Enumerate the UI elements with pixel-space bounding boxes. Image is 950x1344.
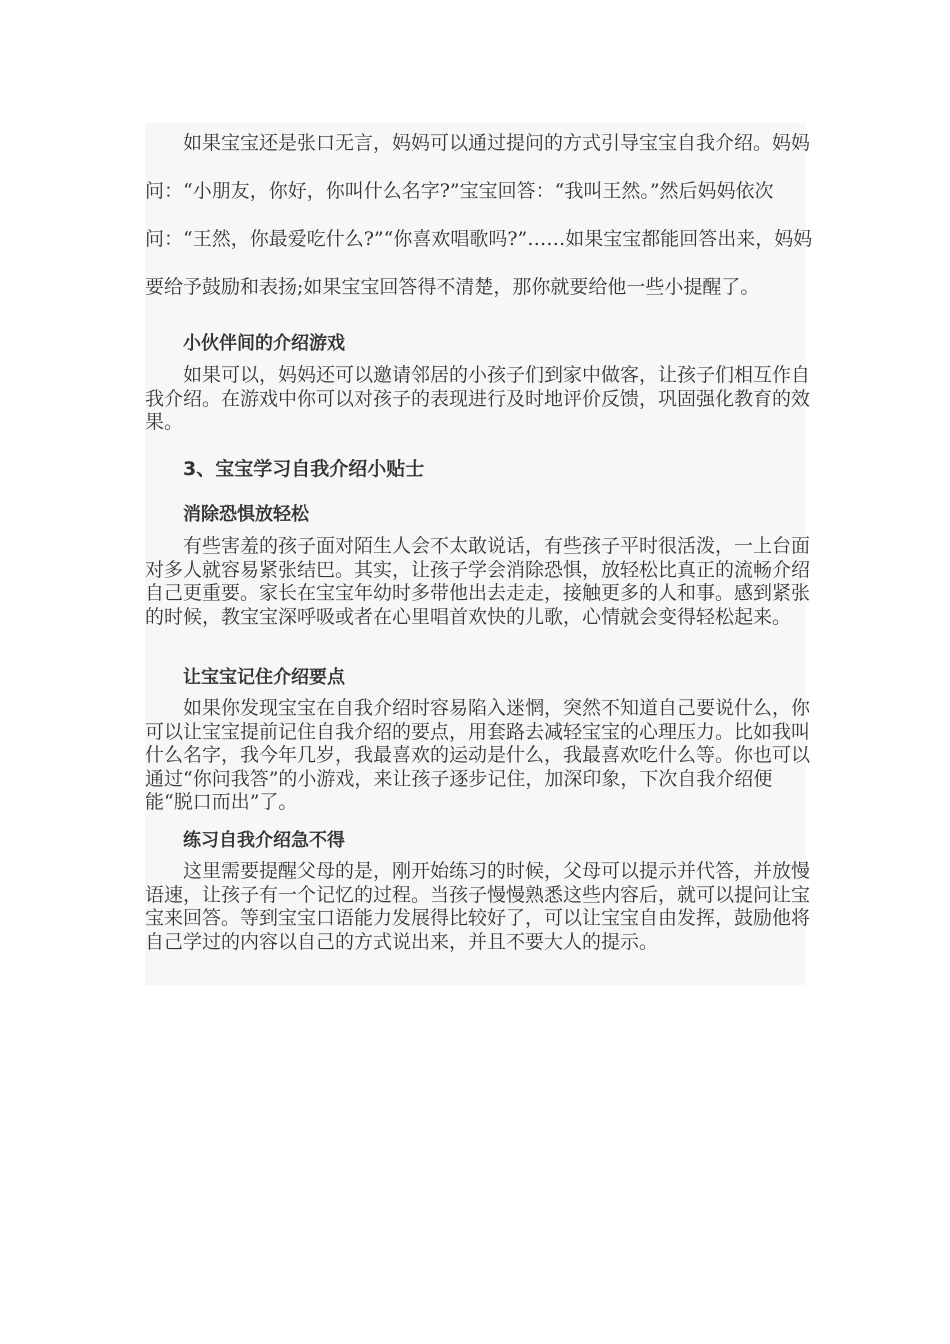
heading-no-rush: 练习自我介绍急不得 — [183, 830, 345, 851]
heading-relax: 消除恐惧放轻松 — [183, 504, 309, 525]
no-rush-paragraph: 这里需要提醒父母的是，刚开始练习的时候，父母可以提示并代答，并放慢语速，让孩子有一个记忆的过程。当孩子慢慢熟悉这些内容后，就可以提问让宝宝来回答。等到宝宝口语能力发展得比较好了，可以让宝宝自由发挥，鼓励他将自己学过的内容以自己的方式说出来，并且不要大人的提示。 — [145, 860, 811, 953]
intro-paragraph: 如果宝宝还是张口无言，妈妈可以通过提问的方式引导宝宝自我介绍。妈妈问：“小朋友，你好，你叫什么名字?”宝宝回答：“我叫王然。”然后妈妈依次问：“王然，你最爱吃什么?”“你喜欢唱歌吗?”……如果宝宝都能回答出来，妈妈要给予鼓励和表扬;如果宝宝回答得不清楚，那你就要给他一些小提醒了。 — [145, 132, 813, 298]
section-title: 3、宝宝学习自我介绍小贴士 — [183, 458, 425, 480]
heading-partner-game: 小伙伴间的介绍游戏 — [183, 333, 345, 354]
heading-key-points: 让宝宝记住介绍要点 — [183, 667, 345, 688]
key-points-paragraph: 如果你发现宝宝在自我介绍时容易陷入迷惘，突然不知道自己要说什么，你可以让宝宝提前记住自我介绍的要点，用套路去减轻宝宝的心理压力。比如我叫什么名字，我今年几岁，我最喜欢的运动是什么，我最喜欢吃什么等。你也可以通过“你问我答”的小游戏，来让孩子逐步记住，加深印象，下次自我介绍便能“脱口而出”了。 — [145, 697, 811, 814]
article-body — [145, 123, 813, 985]
relax-paragraph: 有些害羞的孩子面对陌生人会不太敢说话，有些孩子平时很活泼，一上台面对多人就容易紧张结巴。其实，让孩子学会消除恐惧，放轻松比真正的流畅介绍自己更重要。家长在宝宝年幼时多带他出去走走，接触更多的人和事。感到紧张的时候，教宝宝深呼吸或者在心里唱首欢快的儿歌，心情就会变得轻松起来。 — [145, 535, 811, 628]
partner-game-paragraph: 如果可以，妈妈还可以邀请邻居的小孩子们到家中做客，让孩子们相互作自我介绍。在游戏中你可以对孩子的表现进行及时地评价反馈，巩固强化教育的效果。 — [145, 364, 811, 434]
